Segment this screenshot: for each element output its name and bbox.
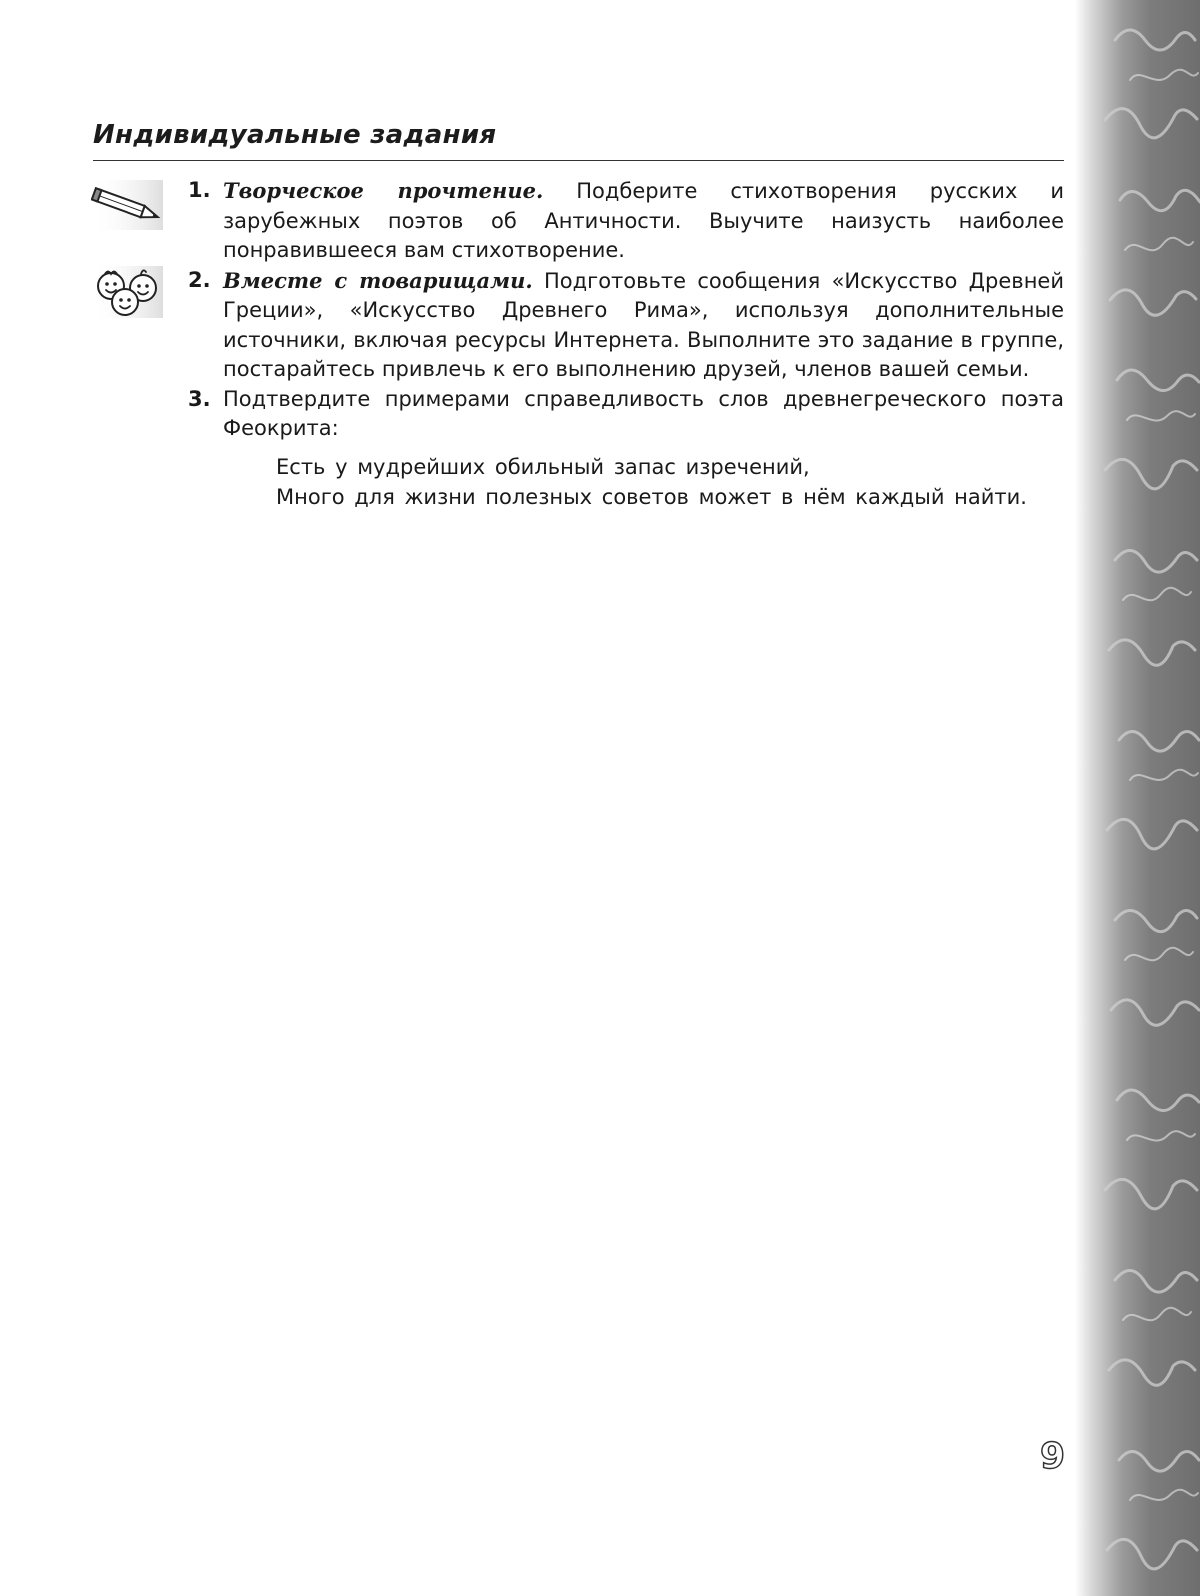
task-item-3 xyxy=(188,385,1064,444)
task-text: Подготовьте сообщения «Искусство Древней Греции», «Искусство Древнего Рима», используя дополнительные источники, включая ресурсы Интернета. Выполните это задание в группе, постарайтесь привлечь к его выполнению друзей, членов вашей семьи. xyxy=(223,268,1064,381)
friends-icon xyxy=(91,266,163,326)
quote-line-2: Много для жизни полезных советов может в нём каждый найти. xyxy=(276,484,1027,509)
page-number: 9 xyxy=(1040,1436,1066,1477)
handwriting-texture xyxy=(1075,0,1200,1596)
task-list xyxy=(188,176,1064,444)
task-lead: Творческое прочтение. xyxy=(223,178,544,203)
task-number: 3. xyxy=(188,386,211,411)
task-item-1 xyxy=(188,176,1064,266)
task-text: Подтвердите примерами справедливость слов древнегреческого поэта Феокрита: xyxy=(223,386,1064,440)
task-item-2 xyxy=(188,266,1064,385)
task-number: 2. xyxy=(188,267,211,292)
task-lead: Вместе с товарищами. xyxy=(223,267,533,293)
task-number: 1. xyxy=(188,178,211,202)
quote-line-1: Есть у мудрейших обильный запас изречений, xyxy=(276,455,810,479)
task-text: Подберите стихотворения русских и зарубежных поэтов об Античности. Выучите наизусть наиболее понравившееся вам стихотворение. xyxy=(223,179,1064,262)
quote xyxy=(276,453,1027,512)
handwriting-decoration xyxy=(1075,0,1200,1596)
section-title: Индивидуальные задания xyxy=(93,120,497,150)
pencil-icon xyxy=(91,180,163,236)
title-divider xyxy=(93,160,1064,161)
